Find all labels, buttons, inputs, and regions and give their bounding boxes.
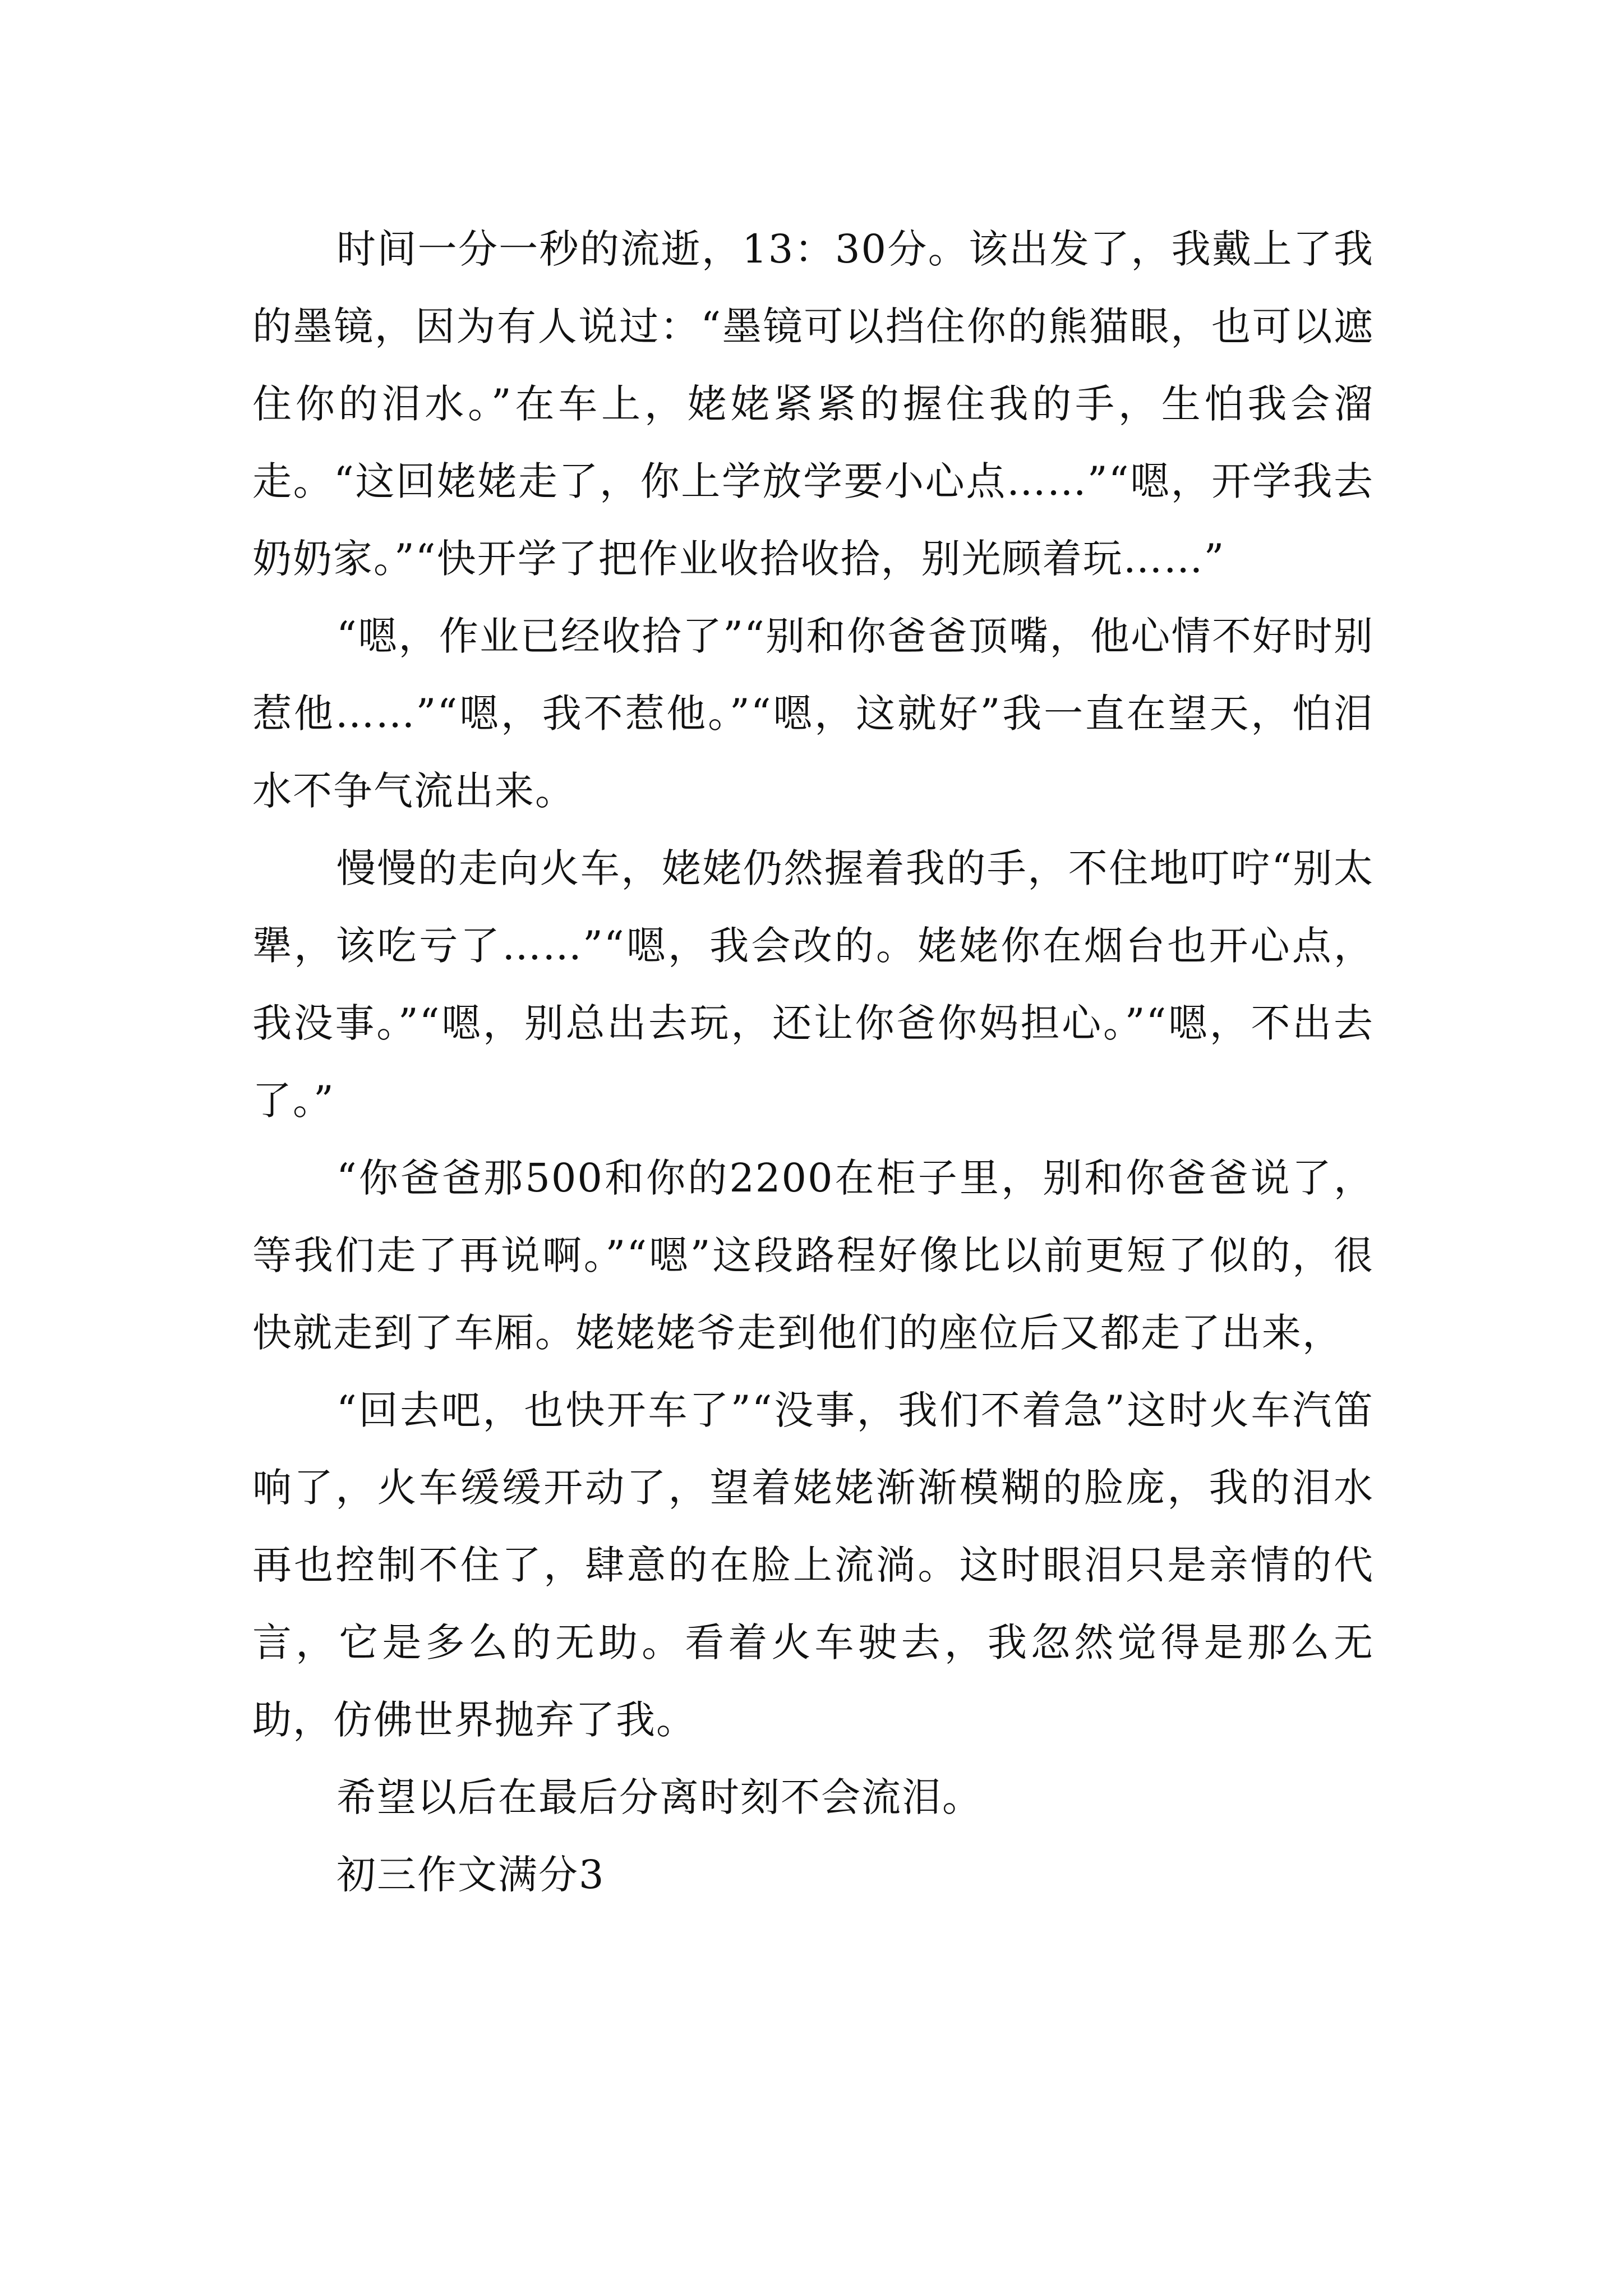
paragraph-3: 慢慢的走向火车，姥姥仍然握着我的手，不住地叮咛“别太犟，该吃亏了……”“嗯，我会改的。姥姥你在烟台也开心点，我没事。”“嗯，别总出去玩，还让你爸你妈担心。”“嗯，不出去了。”: [252, 845, 1374, 1124]
paragraph-6: 希望以后在最后分离时刻不会流泪。: [336, 1774, 983, 1820]
document-body: [252, 210, 1374, 1913]
section-heading: 初三作文满分3: [336, 1852, 605, 1898]
paragraph-5: “回去吧，也快开车了”“没事，我们不着急”这时火车汽笛响了，火车缓缓开动了，望着姥姥渐渐模糊的脸庞，我的泪水再也控制不住了，肆意的在脸上流淌。这时眼泪只是亲情的代言，它是多么的无助。看着火车驶去，我忽然觉得是那么无助，仿佛世界抛弃了我。: [252, 1387, 1374, 1743]
paragraph-4: “你爸爸那500和你的2200在柜子里，别和你爸爸说了，等我们走了再说啊。”“嗯”这段路程好像比以前更短了似的，很快就走到了车厢。姥姥姥爷走到他们的座位后又都走了出来，: [252, 1155, 1374, 1356]
paragraph-2: “嗯，作业已经收拾了”“别和你爸爸顶嘴，他心情不好时别惹他……”“嗯，我不惹他。”“嗯，这就好”我一直在望天，怕泪水不争气流出来。: [252, 613, 1374, 814]
paragraph-1: 时间一分一秒的流逝，13：30分。该出发了，我戴上了我的墨镜，因为有人说过：“墨镜可以挡住你的熊猫眼，也可以遮住你的泪水。”在车上，姥姥紧紧的握住我的手，生怕我会溜走。“这回姥姥走了，你上学放学要小心点……”“嗯，开学我去奶奶家。”“快开学了把作业收拾收拾，别光顾着玩……”: [252, 226, 1374, 582]
